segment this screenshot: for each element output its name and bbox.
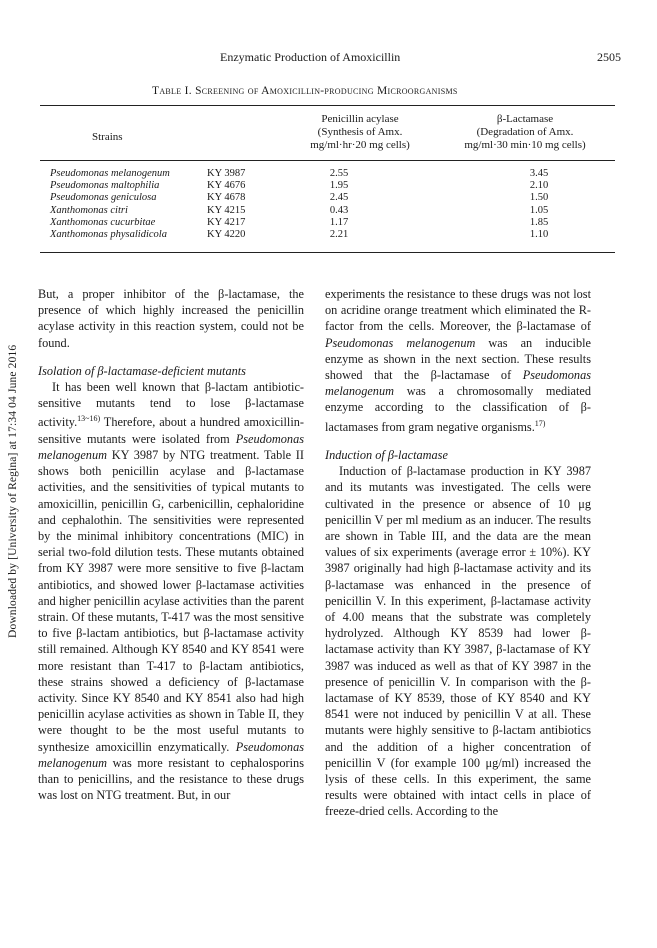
section-heading: Isolation of β-lactamase-deficient mutants <box>38 363 246 378</box>
running-title: Enzymatic Production of Amoxicillin <box>220 50 401 64</box>
header-bl-line2: (Degradation of Amx. <box>476 126 574 138</box>
citation-ref: 13~16) <box>77 414 101 424</box>
table-body <box>50 168 610 241</box>
header-pa-line1: Penicillin acylase <box>321 113 399 125</box>
table-caption <box>152 85 458 97</box>
paragraph <box>38 379 304 803</box>
header-pa-line2: (Synthesis of Amx. <box>317 126 403 138</box>
strain-id: KY 4215 <box>207 204 246 216</box>
header-strains: Strains <box>92 131 123 143</box>
paragraph <box>325 286 591 435</box>
download-watermark: Downloaded by [University of Regina] at 17:34 04 June 2016 <box>7 344 19 638</box>
species-name: Pseudomonas maltophilia <box>50 180 160 192</box>
header-bl-line1: β-Lactamase <box>496 113 554 125</box>
lactamase-value: 1.10 <box>529 228 549 240</box>
strain-id: KY 4220 <box>207 228 246 240</box>
acylase-value: 1.17 <box>329 216 349 228</box>
lactamase-value: 1.85 <box>529 216 549 228</box>
species-italic: Pseudomonas melanogenum <box>325 335 476 350</box>
table-top-rule <box>40 105 615 106</box>
text-run: experiments the resistance to these drugs was not lost on acridine orange treatment which eliminated the R-factor from the cells. Moreover, the β-lactamase of <box>325 287 591 334</box>
species-italic: Pseudomonas melanogenum <box>325 368 591 399</box>
table-bottom-rule <box>40 252 615 253</box>
table-header-rule <box>40 160 615 161</box>
species-italic: Pseudomonas melanogenum <box>38 431 304 462</box>
strain-id: KY 4678 <box>207 192 246 204</box>
table-row <box>50 217 610 229</box>
strain-id: KY 4676 <box>207 180 246 192</box>
acylase-value: 2.21 <box>329 228 349 240</box>
species-name: Pseudomonas geniculosa <box>50 192 157 204</box>
paragraph: Induction of β-lactamase production in KY 3987 and its mutants was investigated. The cells were cultivated in the presence or absence of 10 μg penicillin V per ml medium as an inducer. The results are shown in Table III, and the data are the mean values of six experiments (average error ± 10%). KY 3987 originally had high β-lactamase activity and its β-lactamase was enhanced in the presence of penicillin V. In this experiment, β-lactamase activity of 4.00 means that the substrate was completely hydrolyzed. Although KY 8539 had lower β-lactamase activity than KY 3987, β-lactamase of KY 3987 was induced as well as that of KY 3987 in the presence of penicillin V. In comparison with the β-lactamase of KY 8539, those of KY 8540 and KY 8541 were not induced by penicillin V at all. These mutants were highly sensitive to β-lactam antibiotics and the addition of a higher concentration of penicillin V (for example 100 μg/ml) increased the lysis of these cells. In this experiment, the same results were obtained with intact cells in place of freeze-dried cells. According to the <box>325 464 591 819</box>
table-row <box>50 180 610 192</box>
section-heading: Induction of β-lactamase <box>325 447 448 462</box>
header-penicillin-acylase <box>280 113 440 152</box>
text-run: was a chromosomally mediated enzyme according to the classification of β-lactamases from gram negative organisms. <box>325 384 591 434</box>
paragraph: But, a proper inhibitor of the β-lactamase, the presence of which highly increased the penicillin acylase activity in this reaction system, could not be found. <box>38 287 304 350</box>
body-column-right <box>325 286 591 820</box>
acylase-value: 1.95 <box>329 180 349 192</box>
table-row <box>50 205 610 217</box>
lactamase-value: 2.10 <box>529 180 549 192</box>
acylase-value: 2.55 <box>329 168 349 179</box>
lactamase-value: 3.45 <box>529 168 549 179</box>
header-pa-line3: mg/ml·hr·20 mg cells) <box>310 139 410 151</box>
text-run: KY 3987 by NTG treatment. Table II shows both penicillin acylase and β-lactamase activities, and the sensitivities of typical mutants to amoxicillin, penicillin G, carbenicillin, cephaloridine and cephalothin. The sensitivities were represented by the minimal inhibitory concentrations (MIC) in serial two-fold dilution tests. These mutants obtained from KY 3987 were more sensitive to five β-lactam antibiotics, and showed lower β-lactamase activities and higher penicillin acylase activities than the parent strain. Of these mutants, T-417 was the most sensitive to five β-lactam antibiotics, but β-lactamase activity still remained. Although KY 8540 and KY 8541 were more resistant than T-417 to β-lactam antibiotics, these strains showed a deficiency of β-lactamase activity. Since KY 8540 and KY 8541 also had high penicillin acylase activities as shown in Table II, they were thought to be the most useful mutants to synthesize amoxicillin enzymatically. <box>38 447 304 754</box>
strain-id: KY 4217 <box>207 216 246 228</box>
species-name: Xanthomonas physalidicola <box>50 228 167 240</box>
header-bl-line3: mg/ml·30 min·10 mg cells) <box>464 139 586 151</box>
species-name: Xanthomonas citri <box>50 204 128 216</box>
lactamase-value: 1.50 <box>529 192 549 204</box>
citation-ref: 17) <box>534 418 546 428</box>
species-name: Pseudomonas melanogenum <box>50 168 170 179</box>
acylase-value: 0.43 <box>329 204 349 216</box>
table-row <box>50 168 610 180</box>
table-row <box>50 229 610 241</box>
lactamase-value: 1.05 <box>529 204 549 216</box>
strain-id: KY 3987 <box>207 168 246 179</box>
text-run: was an inducible enzyme as shown in the next section. These results showed that the β-lactamase of <box>325 335 592 383</box>
text-run: Therefore, about a hundred amoxicillin-sensitive mutants were isolated from <box>38 415 304 446</box>
body-column-left <box>38 286 304 803</box>
table-row <box>50 192 610 204</box>
text-run: It has been well known that β-lactam antibiotic-sensitive mutants tend to lose β-lactamase activity. <box>38 380 304 430</box>
page-number: 2505 <box>597 50 621 64</box>
species-name: Xanthomonas cucurbitae <box>50 216 156 228</box>
text-run: was more resistant to cephalosporins than to penicillins, and the resistance to these drugs was lost on NTG treatment. But, in our <box>38 755 304 803</box>
species-italic: Pseudomonas melanogenum <box>38 739 304 770</box>
table-caption-text: Table I. Screening of Amoxicillin-producing Microorganisms <box>152 85 458 97</box>
acylase-value: 2.45 <box>329 192 349 204</box>
header-beta-lactamase <box>445 113 605 152</box>
